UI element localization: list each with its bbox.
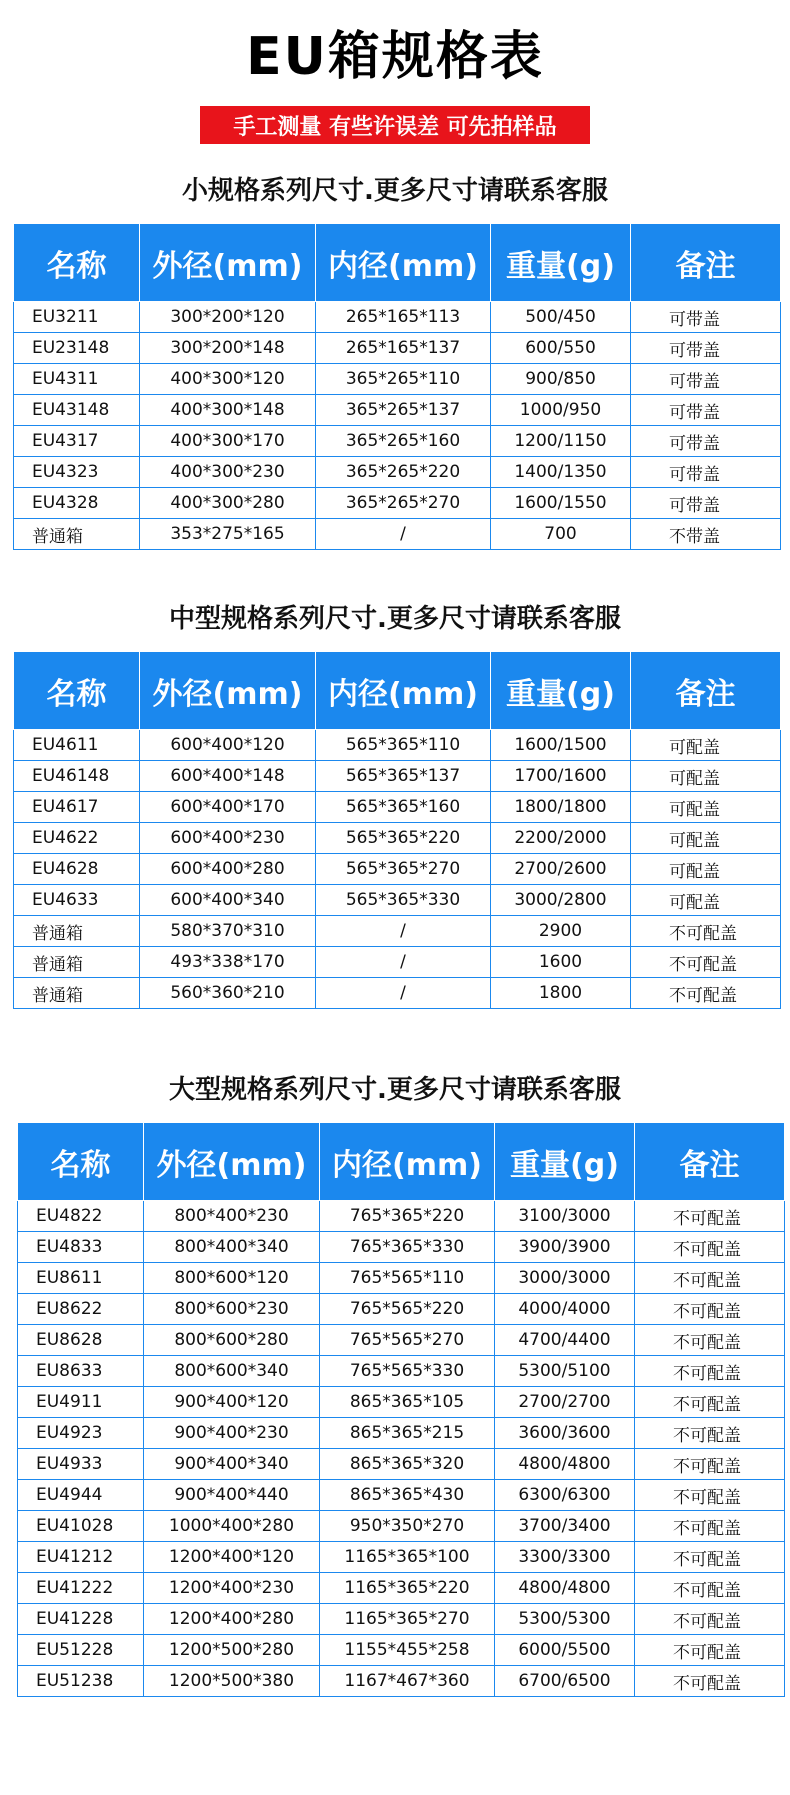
cell-inner-size: 565*365*220: [316, 823, 491, 854]
cell-inner-size: 365*265*137: [316, 395, 491, 426]
cell-name: 普通箱: [14, 916, 140, 947]
header-outer-size: 外径(mm): [140, 224, 316, 302]
cell-outer-size: 300*200*120: [140, 302, 316, 333]
table-row: [14, 761, 781, 792]
cell-weight: 700: [491, 519, 631, 550]
notice-banner: 手工测量 有些许误差 可先拍样品: [200, 106, 590, 144]
cell-name: 普通箱: [14, 947, 140, 978]
cell-note: 不可配盖: [635, 1294, 785, 1325]
cell-outer-size: 600*400*148: [140, 761, 316, 792]
header-outer-size: 外径(mm): [144, 1123, 320, 1201]
table-header-row: [14, 652, 781, 730]
section-title-medium: 中型规格系列尺寸.更多尺寸请联系客服: [169, 604, 621, 634]
header-inner-size: 内径(mm): [316, 652, 491, 730]
cell-name: EU46148: [14, 761, 140, 792]
table-row: [14, 730, 781, 761]
page-title: EU箱规格表: [246, 27, 544, 87]
table-row: [14, 426, 781, 457]
cell-outer-size: 1200*500*380: [144, 1666, 320, 1697]
cell-inner-size: 865*365*320: [320, 1449, 495, 1480]
cell-note: 可带盖: [631, 302, 781, 333]
cell-outer-size: 1200*500*280: [144, 1635, 320, 1666]
cell-outer-size: 300*200*148: [140, 333, 316, 364]
cell-name: EU41222: [18, 1573, 144, 1604]
cell-outer-size: 900*400*440: [144, 1480, 320, 1511]
cell-weight: 1800: [491, 978, 631, 1009]
header-weight: 重量(g): [495, 1123, 635, 1201]
cell-name: EU4822: [18, 1201, 144, 1232]
cell-name: EU4622: [14, 823, 140, 854]
cell-outer-size: 900*400*340: [144, 1449, 320, 1480]
cell-note: 可配盖: [631, 792, 781, 823]
cell-inner-size: /: [316, 947, 491, 978]
cell-note: 不可配盖: [635, 1511, 785, 1542]
cell-note: 不可配盖: [635, 1666, 785, 1697]
cell-inner-size: 1165*365*100: [320, 1542, 495, 1573]
header-note: 备注: [631, 652, 781, 730]
cell-name: EU4328: [14, 488, 140, 519]
cell-note: 不可配盖: [635, 1449, 785, 1480]
cell-inner-size: 1165*365*220: [320, 1573, 495, 1604]
cell-name: EU4323: [14, 457, 140, 488]
header-weight: 重量(g): [491, 224, 631, 302]
cell-inner-size: 365*265*270: [316, 488, 491, 519]
header-name: 名称: [14, 652, 140, 730]
cell-note: 不可配盖: [635, 1356, 785, 1387]
cell-name: EU41028: [18, 1511, 144, 1542]
cell-note: 不可配盖: [635, 1604, 785, 1635]
table-row: [18, 1573, 785, 1604]
cell-weight: 3600/3600: [495, 1418, 635, 1449]
cell-outer-size: 400*300*148: [140, 395, 316, 426]
cell-outer-size: 800*600*120: [144, 1263, 320, 1294]
cell-note: 可配盖: [631, 854, 781, 885]
cell-inner-size: 865*365*430: [320, 1480, 495, 1511]
table-row: [14, 823, 781, 854]
cell-weight: 1600/1550: [491, 488, 631, 519]
cell-name: EU8633: [18, 1356, 144, 1387]
cell-weight: 3100/3000: [495, 1201, 635, 1232]
table-row: [14, 488, 781, 519]
cell-outer-size: 1000*400*280: [144, 1511, 320, 1542]
cell-inner-size: 365*265*220: [316, 457, 491, 488]
section-title-large: 大型规格系列尺寸.更多尺寸请联系客服: [169, 1075, 621, 1105]
cell-note: 可带盖: [631, 488, 781, 519]
cell-outer-size: 400*300*170: [140, 426, 316, 457]
cell-name: EU4628: [14, 854, 140, 885]
cell-note: 可配盖: [631, 885, 781, 916]
cell-note: 不带盖: [631, 519, 781, 550]
cell-inner-size: 765*365*330: [320, 1232, 495, 1263]
table-row: [18, 1263, 785, 1294]
cell-weight: 3000/3000: [495, 1263, 635, 1294]
cell-weight: 4700/4400: [495, 1325, 635, 1356]
cell-note: 不可配盖: [635, 1542, 785, 1573]
cell-weight: 2700/2600: [491, 854, 631, 885]
cell-inner-size: 265*165*113: [316, 302, 491, 333]
cell-note: 不可配盖: [635, 1201, 785, 1232]
table-row: [18, 1511, 785, 1542]
cell-name: EU4311: [14, 364, 140, 395]
table-row: [18, 1542, 785, 1573]
header-note: 备注: [635, 1123, 785, 1201]
cell-name: EU51228: [18, 1635, 144, 1666]
cell-note: 不可配盖: [635, 1480, 785, 1511]
cell-outer-size: 600*400*340: [140, 885, 316, 916]
cell-weight: 5300/5100: [495, 1356, 635, 1387]
cell-weight: 5300/5300: [495, 1604, 635, 1635]
section-title-small: 小规格系列尺寸.更多尺寸请联系客服: [182, 176, 608, 206]
table-row: [18, 1449, 785, 1480]
table-header-row: [18, 1123, 785, 1201]
cell-inner-size: 950*350*270: [320, 1511, 495, 1542]
cell-weight: 6000/5500: [495, 1635, 635, 1666]
cell-inner-size: 1165*365*270: [320, 1604, 495, 1635]
cell-note: 不可配盖: [635, 1635, 785, 1666]
table-row: [14, 333, 781, 364]
cell-inner-size: 865*365*105: [320, 1387, 495, 1418]
table-row: [14, 302, 781, 333]
table-row: [14, 978, 781, 1009]
cell-weight: 1600/1500: [491, 730, 631, 761]
cell-weight: 1700/1600: [491, 761, 631, 792]
cell-note: 可带盖: [631, 333, 781, 364]
cell-weight: 3900/3900: [495, 1232, 635, 1263]
table-row: [18, 1294, 785, 1325]
cell-name: 普通箱: [14, 519, 140, 550]
table-row: [18, 1356, 785, 1387]
header-weight: 重量(g): [491, 652, 631, 730]
table-row: [14, 916, 781, 947]
cell-inner-size: 565*365*137: [316, 761, 491, 792]
cell-outer-size: 800*600*280: [144, 1325, 320, 1356]
table-row: [18, 1480, 785, 1511]
table-row: [14, 364, 781, 395]
cell-name: 普通箱: [14, 978, 140, 1009]
header-outer-size: 外径(mm): [140, 652, 316, 730]
cell-weight: 4000/4000: [495, 1294, 635, 1325]
cell-name: EU4944: [18, 1480, 144, 1511]
table-row: [18, 1325, 785, 1356]
cell-name: EU4911: [18, 1387, 144, 1418]
cell-note: 不可配盖: [635, 1263, 785, 1294]
cell-weight: 3700/3400: [495, 1511, 635, 1542]
cell-weight: 4800/4800: [495, 1449, 635, 1480]
cell-note: 不可配盖: [635, 1232, 785, 1263]
header-inner-size: 内径(mm): [320, 1123, 495, 1201]
cell-inner-size: /: [316, 978, 491, 1009]
cell-outer-size: 800*400*230: [144, 1201, 320, 1232]
cell-outer-size: 600*400*230: [140, 823, 316, 854]
cell-inner-size: 565*365*270: [316, 854, 491, 885]
cell-weight: 1400/1350: [491, 457, 631, 488]
cell-inner-size: /: [316, 916, 491, 947]
cell-name: EU41228: [18, 1604, 144, 1635]
cell-note: 不可配盖: [631, 947, 781, 978]
table-row: [18, 1232, 785, 1263]
table-row: [14, 947, 781, 978]
cell-outer-size: 1200*400*230: [144, 1573, 320, 1604]
table-row: [14, 519, 781, 550]
cell-inner-size: 765*565*220: [320, 1294, 495, 1325]
cell-weight: 3300/3300: [495, 1542, 635, 1573]
table-row: [14, 885, 781, 916]
cell-note: 不可配盖: [635, 1573, 785, 1604]
cell-outer-size: 600*400*170: [140, 792, 316, 823]
table-row: [18, 1201, 785, 1232]
cell-note: 不可配盖: [631, 916, 781, 947]
cell-weight: 600/550: [491, 333, 631, 364]
cell-name: EU51238: [18, 1666, 144, 1697]
cell-inner-size: 765*365*220: [320, 1201, 495, 1232]
cell-inner-size: 765*565*330: [320, 1356, 495, 1387]
cell-outer-size: 900*400*230: [144, 1418, 320, 1449]
cell-name: EU4611: [14, 730, 140, 761]
table-row: [14, 457, 781, 488]
cell-name: EU23148: [14, 333, 140, 364]
cell-note: 可配盖: [631, 823, 781, 854]
cell-inner-size: 765*565*110: [320, 1263, 495, 1294]
cell-weight: 4800/4800: [495, 1573, 635, 1604]
cell-outer-size: 600*400*120: [140, 730, 316, 761]
cell-outer-size: 800*600*340: [144, 1356, 320, 1387]
cell-inner-size: 365*265*160: [316, 426, 491, 457]
spec-table-medium: [13, 651, 781, 1009]
cell-weight: 6700/6500: [495, 1666, 635, 1697]
cell-name: EU41212: [18, 1542, 144, 1573]
cell-name: EU4833: [18, 1232, 144, 1263]
cell-note: 不可配盖: [635, 1387, 785, 1418]
cell-name: EU43148: [14, 395, 140, 426]
cell-inner-size: 765*565*270: [320, 1325, 495, 1356]
table-row: [18, 1418, 785, 1449]
cell-outer-size: 800*400*340: [144, 1232, 320, 1263]
cell-note: 可配盖: [631, 730, 781, 761]
cell-outer-size: 900*400*120: [144, 1387, 320, 1418]
cell-note: 不可配盖: [631, 978, 781, 1009]
cell-outer-size: 600*400*280: [140, 854, 316, 885]
cell-name: EU8628: [18, 1325, 144, 1356]
cell-weight: 900/850: [491, 364, 631, 395]
table-row: [14, 792, 781, 823]
spec-table-small: [13, 223, 781, 550]
cell-outer-size: 400*300*280: [140, 488, 316, 519]
cell-note: 不可配盖: [635, 1418, 785, 1449]
cell-weight: 1000/950: [491, 395, 631, 426]
table-header-row: [14, 224, 781, 302]
cell-inner-size: 565*365*110: [316, 730, 491, 761]
cell-outer-size: 580*370*310: [140, 916, 316, 947]
cell-weight: 1200/1150: [491, 426, 631, 457]
cell-outer-size: 560*360*210: [140, 978, 316, 1009]
cell-note: 可带盖: [631, 395, 781, 426]
cell-inner-size: 1155*455*258: [320, 1635, 495, 1666]
cell-inner-size: /: [316, 519, 491, 550]
cell-inner-size: 1167*467*360: [320, 1666, 495, 1697]
cell-name: EU4317: [14, 426, 140, 457]
cell-name: EU4933: [18, 1449, 144, 1480]
cell-name: EU8622: [18, 1294, 144, 1325]
cell-note: 可配盖: [631, 761, 781, 792]
table-row: [18, 1666, 785, 1697]
table-row: [18, 1387, 785, 1418]
cell-inner-size: 265*165*137: [316, 333, 491, 364]
cell-weight: 1600: [491, 947, 631, 978]
cell-name: EU8611: [18, 1263, 144, 1294]
header-inner-size: 内径(mm): [316, 224, 491, 302]
cell-outer-size: 400*300*230: [140, 457, 316, 488]
cell-outer-size: 493*338*170: [140, 947, 316, 978]
cell-outer-size: 800*600*230: [144, 1294, 320, 1325]
table-row: [14, 395, 781, 426]
header-name: 名称: [18, 1123, 144, 1201]
cell-name: EU3211: [14, 302, 140, 333]
cell-outer-size: 1200*400*120: [144, 1542, 320, 1573]
cell-note: 可带盖: [631, 457, 781, 488]
cell-inner-size: 865*365*215: [320, 1418, 495, 1449]
cell-weight: 2200/2000: [491, 823, 631, 854]
cell-weight: 2700/2700: [495, 1387, 635, 1418]
header-note: 备注: [631, 224, 781, 302]
cell-name: EU4617: [14, 792, 140, 823]
table-row: [18, 1635, 785, 1666]
cell-weight: 1800/1800: [491, 792, 631, 823]
cell-outer-size: 400*300*120: [140, 364, 316, 395]
header-name: 名称: [14, 224, 140, 302]
cell-weight: 500/450: [491, 302, 631, 333]
cell-inner-size: 565*365*160: [316, 792, 491, 823]
cell-outer-size: 353*275*165: [140, 519, 316, 550]
cell-note: 不可配盖: [635, 1325, 785, 1356]
cell-inner-size: 565*365*330: [316, 885, 491, 916]
cell-name: EU4633: [14, 885, 140, 916]
cell-note: 可带盖: [631, 364, 781, 395]
cell-weight: 6300/6300: [495, 1480, 635, 1511]
table-row: [18, 1604, 785, 1635]
table-row: [14, 854, 781, 885]
cell-note: 可带盖: [631, 426, 781, 457]
cell-name: EU4923: [18, 1418, 144, 1449]
cell-inner-size: 365*265*110: [316, 364, 491, 395]
spec-table-large: [17, 1122, 785, 1697]
cell-outer-size: 1200*400*280: [144, 1604, 320, 1635]
cell-weight: 2900: [491, 916, 631, 947]
cell-weight: 3000/2800: [491, 885, 631, 916]
